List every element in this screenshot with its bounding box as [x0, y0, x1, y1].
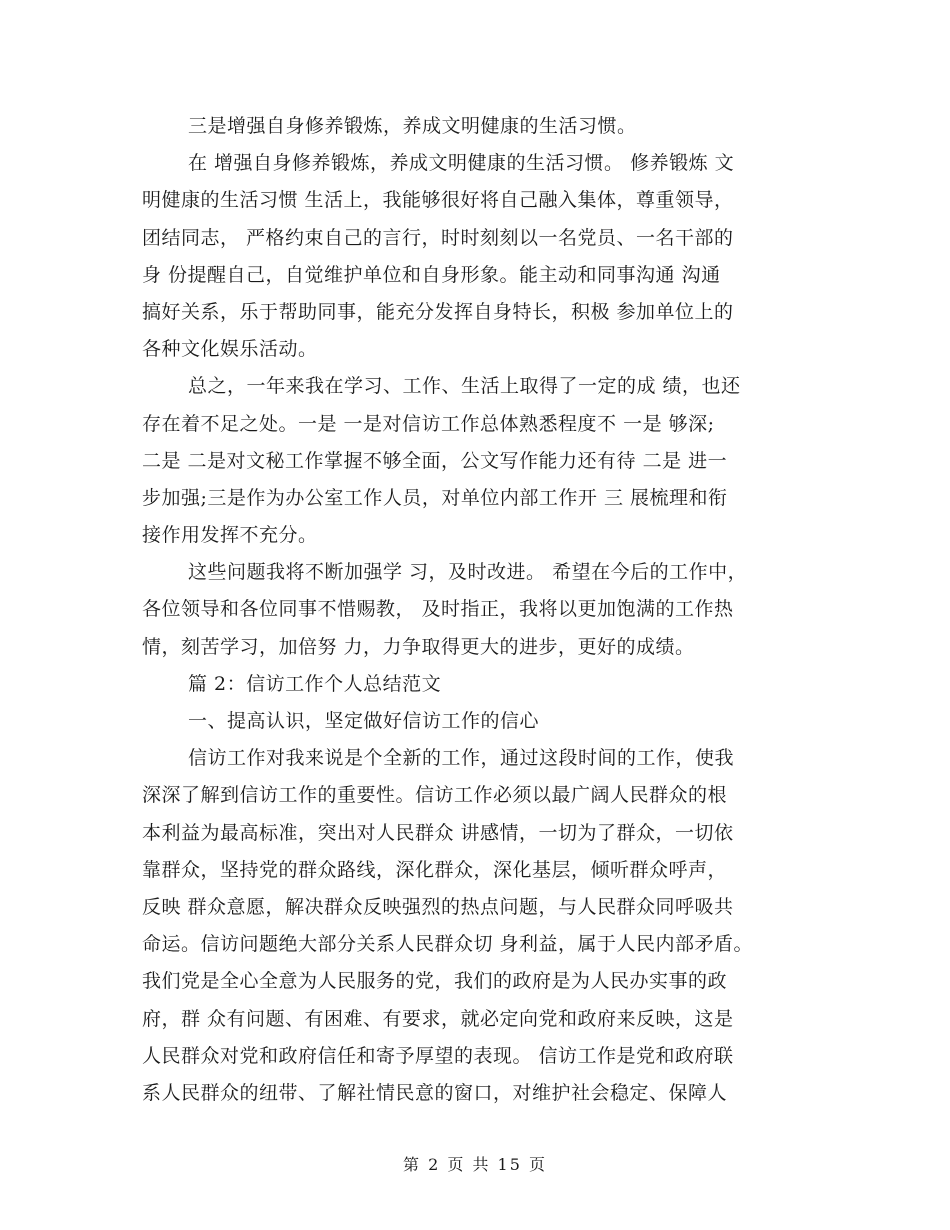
text-line: 靠群众，坚持党的群众路线，深化群众，深化基层，倾听群众呼声，	[142, 858, 728, 881]
text-line: 搞好关系，乐于帮助同事，能充分发挥自身特长，积极 参加单位上的	[142, 300, 734, 323]
text-line: 存在着不足之处。一是 一是对信访工作总体熟悉程度不 一是 够深;	[142, 412, 715, 435]
text-line: 反映 群众意愿，解决群众反映强烈的热点问题，与人民群众同呼吸共	[142, 895, 734, 918]
text-line: 深深了解到信访工作的重要性。信访工作必须以最广阔人民群众的根	[142, 784, 728, 807]
text-line: 一、提高认识，坚定做好信访工作的信心	[188, 710, 540, 732]
text-line: 府，群 众有问题、有困难、有要求，就必定向党和政府来反映，这是	[142, 1007, 734, 1030]
text-line: 人民群众对党和政府信任和寄予厚望的表现。 信访工作是党和政府联	[142, 1044, 734, 1067]
text-line: 步加强;三是作为办公室工作人员，对单位内部工作开 三 展梳理和衔	[142, 486, 728, 509]
text-line: 身 份提醒自己，自觉维护单位和自身形象。能主动和同事沟通 沟通	[142, 263, 721, 286]
text-line: 接作用发挥不充分。	[142, 524, 318, 547]
document-body	[142, 108, 812, 1112]
text-line: 在 增强自身修养锻炼，养成文明健康的生活习惯。 修养锻炼 文	[188, 152, 735, 175]
text-line: 情，刻苦学习，加倍努 力，力争取得更大的进步，更好的成绩。	[142, 635, 695, 658]
page-footer: 第 2 页 共 15 页	[403, 1155, 547, 1174]
text-line: 各位领导和各位同事不惜赐教， 及时指正，我将以更加饱满的工作热	[142, 598, 734, 621]
text-line: 总之，一年来我在学习、工作、生活上取得了一定的成 绩，也还	[188, 375, 741, 398]
text-line: 篇 2：信访工作个人总结范文	[188, 672, 442, 695]
text-line: 这些问题我将不断加强学 习，及时改进。 希望在今后的工作中，	[188, 561, 748, 584]
text-line: 明健康的生活习惯 生活上，我能够很好将自己融入集体，尊重领导，	[142, 189, 734, 212]
text-line: 信访工作对我来说是个全新的工作，通过这段时间的工作，使我	[188, 747, 735, 770]
text-line: 三是增强自身修养锻炼，养成文明健康的生活习惯。	[188, 115, 637, 137]
text-line: 系人民群众的纽带、了解社情民意的窗口，对维护社会稳定、保障人	[142, 1081, 728, 1104]
text-line: 各种文化娱乐活动。	[142, 338, 318, 361]
text-line: 我们党是全心全意为人民服务的党，我们的政府是为人民办实事的政	[142, 970, 728, 993]
text-line: 本利益为最高标准，突出对人民群众 讲感情，一切为了群众，一切依	[142, 821, 734, 844]
text-line: 命运。信访问题绝大部分关系人民群众切 身利益，属于人民内部矛盾。	[142, 933, 754, 956]
text-line: 团结同志， 严格约束自己的言行，时时刻刻以一名党员、一名干部的	[142, 226, 734, 249]
text-line: 二是 二是对文秘工作掌握不够全面，公文写作能力还有待 二是 进一	[142, 449, 728, 472]
